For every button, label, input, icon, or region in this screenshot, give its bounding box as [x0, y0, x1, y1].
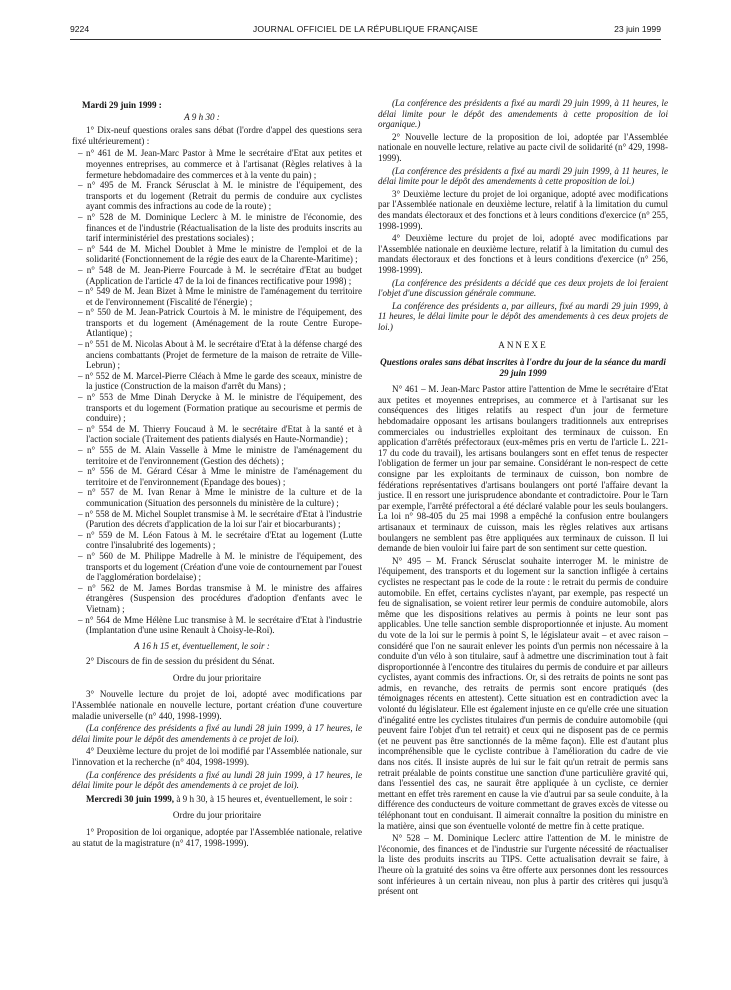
item-2: 2° Discours de fin de session du président du Sénat. — [86, 656, 275, 667]
wednesday-day: Mercredi 30 juin 1999, — [86, 793, 175, 804]
ordre-du-jour-heading: Ordre du jour prioritaire — [172, 672, 262, 683]
question-item: – n° 564 de Mme Hélène Luc transmise à M. le secrétaire d'Etat à l'industrie (Implantation d'une usine Renault à Choisy-le-Roi). — [78, 614, 362, 636]
time-heading-afternoon: A 16 h 15 et, éventuellement, le soir : — [134, 640, 270, 651]
question-item: – n° 495 de M. Franck Sérusclat à M. le ministre de l'équipement, des transports et du logement (Retrait du permis de conduire aux cyclistes ayant commis des infractions au code de la route) ; — [78, 180, 362, 212]
question-item: – n° 461 de M. Jean-Marc Pastor à Mme le secrétaire d'Etat aux petites et moyennes entreprises, au commerce et à l'artisanat (Règles relatives à la fermeture hebdomadaire des commerces et à la vente du pain) ; — [78, 148, 362, 180]
item-4-note: (La conférence des présidents a fixé au lundi 28 juin 1999, à 17 heures, le délai limite pour le dépôt des amendements à ce projet de loi). — [72, 769, 362, 791]
question-item: – n° 548 de M. Jean-Pierre Fourcade à M. le secrétaire d'Etat au budget (Application de l'article 47 de la loi de finances rectificative pour 1998) ; — [78, 264, 362, 286]
header-rule — [70, 39, 661, 40]
questions-title: Questions orales sans débat inscrites à l'ordre du jour de la séance du mardi 29 juin 1999 — [380, 357, 666, 378]
right-column — [378, 98, 668, 899]
wednesday-times: à 9 h 30, à 15 heures et, éventuellement, le soir : — [176, 793, 353, 804]
question-list — [72, 148, 362, 635]
time-heading-morning: A 9 h 30 : — [184, 111, 220, 122]
item-3: 3° Nouvelle lecture du projet de loi, adopté avec modifications par l'Assemblée nationale en nouvelle lecture, portant création d'une couverture maladie universelle (n° 440, 1998-1999). — [72, 689, 362, 721]
question-item: – n° 544 de M. Michel Doublet à Mme le ministre de l'emploi et de la solidarité (Fonctionnement de la régie des eaux de la Charente-Maritime) ; — [78, 243, 362, 265]
wednesday-heading — [72, 794, 362, 805]
question-item: – n° 553 de Mme Dinah Derycke à M. le ministre de l'équipement, des transports et du logement (Formation pratique au secourisme et permis de conduire) ; — [78, 392, 362, 424]
question-495: N° 495 – M. Franck Sérusclat souhaite interroger M. le ministre de l'équipement, des transports et du logement sur la sanction infligée à certains cyclistes ne respectant pas le code de la route : le retrait du permis de conduire automobile. En effet, certains cyclistes n'ayant, par exemple, pas respecté un feu de signalisation, se voient retirer leur permis de conduire automobile, alors même que les dispositions relatives au permis à points ne leur sont pas applicables. Une telle sanction semble disproportionnée et injuste. Au moment du vote de la loi sur le permis à point S, le législateur avait – et avec raison – considéré que l'on ne saurait enlever les points d'un permis non nécessaire à la conduite d'un vélo à son titulaire, sauf à admettre une discrimination tout à fait disproportionnée à l'encontre des titulaires du permis de conduire et par ailleurs cyclistes, ayant commis des infractions. Or, si des retraits de points ne sont pas admis, en revanche, des retraits de permis sont encore pratiqués (des témoignages récents en attestent). Cette situation est en contradiction avec la volonté du législateur. Elle est également injuste en ce qu'elle crée une situation d'inégalité entre les cyclistes titulaires d'un permis de conduire automobile (qui peuvent faire l'objet d'un tel retrait) et ceux qui ne disposent pas de ce permis (et ne peuvent pas être sanctionnés de la même façon). Elle est d'autant plus incompréhensible que le cycliste contribue à l'amélioration du cadre de vie dans nos cités. Il insiste auprès de lui sur le fait qu'un retrait de permis sans retrait préalable de points constitue une sanction d'une particulière gravité qui, dans l'essentiel des cas, ne saurait être appliquée à un cycliste, ce dernier mettant en effet très rarement en cause la vie d'autrui par sa seule conduite, à la différence des conducteurs de voiture commettant de graves excès de vitesse ou téléphonant tout en conduisant. Il aimerait connaître la position du ministre en la matière, ainsi que son éventuelle volonté de mettre fin à cette pratique. — [378, 555, 668, 831]
question-item: – n° 554 de M. Thierry Foucaud à M. le secrétaire d'Etat à la santé et à l'action sociale (Traitement des patients dialysés en Haute-Normandie) ; — [78, 423, 362, 445]
question-item: – n° 557 de M. Ivan Renar à Mme le ministre de la culture et de la communication (Situation des personnels du ministère de la culture) ; — [78, 487, 362, 508]
page-header — [70, 24, 661, 38]
note-4: La conférence des présidents a, par ailleurs, fixé au mardi 29 juin 1999, à 11 heures, le délai limite pour le dépôt des amendements à ces deux projets de loi.) — [378, 300, 668, 332]
question-item: – n° 552 de M. Marcel-Pierre Cléach à Mme le garde des sceaux, ministre de la justice (Construction de la maison d'arrêt du Mans) ; — [78, 370, 362, 392]
intro-paragraph: 1° Dix-neuf questions orales sans débat (l'ordre d'appel des questions sera fixé ultérieurement) : — [72, 125, 362, 146]
question-item: – n° 528 de M. Dominique Leclerc à M. le ministre de l'économie, des finances et de l'industrie (Réactualisation de la liste des produits inscrits au tarif interministériel des prestations sociales) ; — [78, 211, 362, 244]
question-item: – n° 549 de M. Jean Bizet à Mme le ministre de l'aménagement du territoire et de l'environnement (Fiscalité de l'énergie) ; — [78, 286, 362, 307]
question-528: N° 528 – M. Dominique Leclerc attire l'attention de M. le ministre de l'économie, des finances et de l'industrie sur l'urgente nécessité de réactualiser la liste des produits inscrits au TIPS. Cette actualisation devrait se faire, à l'heure où la gratuité des soins va être offerte aux personnes dont les ressources sont inférieures à un certain niveau, non plus à partir des critères qui jusqu'à présent ont — [378, 833, 668, 897]
question-item: – n° 562 de M. James Bordas transmise à M. le ministre des affaires étrangères (Suspension des procédures d'adoption d'enfants avec le Vietnam) ; — [78, 582, 362, 614]
annexe-heading: ANNEXE — [498, 340, 548, 351]
question-item: – n° 560 de M. Philippe Madrelle à M. le ministre de l'équipement, des transports et du logement (Création d'une voie de contournement par l'ouest de l'agglomération bordelaise) ; — [78, 550, 362, 583]
question-item: – n° 555 de M. Alain Vasselle à Mme le ministre de l'aménagement du territoire et de l'environnement (Gestion des déchets) ; — [78, 445, 362, 466]
wednesday-item-1: 1° Proposition de loi organique, adoptée par l'Assemblée nationale, relative au statut de la magistrature (n° 417, 1998-1999). — [72, 827, 362, 848]
ordre-du-jour-heading-2: Ordre du jour prioritaire — [172, 810, 262, 821]
day-heading: Mardi 29 juin 1999 : — [82, 100, 162, 110]
right-item-2: 2° Nouvelle lecture de la proposition de loi, adoptée par l'Assemblée nationale en nouvelle lecture, relative au pacte civil de solidarité (n° 429, 1998-1999). — [378, 131, 668, 163]
question-item: – n° 556 de M. Gérard César à Mme le ministre de l'aménagement du territoire et de l'environnement (Epandage des boues) ; — [78, 466, 362, 487]
question-item: – n° 550 de M. Jean-Patrick Courtois à M. le ministre de l'équipement, des transports et du logement (Aménagement de la route Centre Europe-Atlantique) ; — [78, 307, 362, 339]
question-item: – n° 558 de M. Michel Souplet transmise à M. le secrétaire d'Etat à l'industrie (Parution des décrets d'application de la loi sur l'air et biocarburants) ; — [78, 508, 362, 530]
right-item-3: 3° Deuxième lecture du projet de loi organique, adopté avec modifications par l'Assemblée nationale en deuxième lecture, relatif à la limitation du cumul des mandats électoraux et des fonctions et à leurs conditions d'exercice (n° 255, 1998-1999). — [378, 188, 668, 231]
note-2: (La conférence des présidents a fixé au mardi 29 juin 1999, à 11 heures, le délai limite pour le dépôt des amendements à cette proposition de loi.) — [378, 165, 668, 187]
item-3-note: (La conférence des présidents a fixé au lundi 28 juin 1999, à 17 heures, le délai limite pour le dépôt des amendements à ce projet de loi). — [72, 723, 362, 744]
page-number: 9224 — [70, 24, 90, 34]
note-1: (La conférence des présidents a fixé au mardi 29 juin 1999, à 11 heures, le délai limite pour le dépôt des amendements à cette proposition de loi organique.) — [378, 98, 668, 130]
journal-title: JOURNAL OFFICIEL DE LA RÉPUBLIQUE FRANÇAISE — [252, 24, 479, 34]
right-item-4: 4° Deuxième lecture du projet de loi, adopté avec modifications par l'Assemblée nationale en deuxième lecture, relatif à la limitation du cumul des mandats électoraux et des fonctions et à leurs conditions d'exercice (n° 256, 1998-1999). — [378, 233, 668, 275]
question-461: N° 461 – M. Jean-Marc Pastor attire l'attention de Mme le secrétaire d'Etat aux petites et moyennes entreprises, au commerce et à l'artisanat sur les conséquences des litiges relatifs au respect d'un jour de fermeture hebdomadaire opposant les artisans boulangers traditionnels aux entreprises commerciales ou industrielles exploitant des terminaux de cuisson. En application d'arrêtés préfectoraux (eux-mêmes pris en vertu de l'article L. 221-17 du code du travail), les artisans boulangers sont en effet tenus de respecter l'obligation de fermer un jour par semaine. Considérant le non-respect de cette consigne par les exploitants de terminaux de cuisson, bon nombre de fédérations représentatives d'artisans boulangers ont porté l'affaire devant la justice. Il en ressort une jurisprudence abondante et contradictoire. Pour le Tarn par exemple, l'arrêté préfectoral a été déclaré valable pour les seuls boulangers. La loi n° 98-405 du 25 mai 1998 a empêché la confusion entre boulangers artisanaux et terminaux de cuisson, mais les règles relatives aux artisans boulangers ne semblent pas être appliquées aux terminaux de cuisson. Il lui demande de bien vouloir lui faire part de son sentiment sur cette question. — [378, 384, 668, 554]
question-item: – n° 559 de M. Léon Fatous à M. le secrétaire d'Etat au logement (Lutte contre l'insalubrité des logements) ; — [78, 529, 362, 551]
item-4: 4° Deuxième lecture du projet de loi modifié par l'Assemblée nationale, sur l'innovation et la recherche (n° 404, 1998-1999). — [72, 746, 362, 768]
left-column — [72, 100, 362, 850]
issue-date: 23 juin 1999 — [614, 24, 661, 34]
question-item: – n° 551 de M. Nicolas About à M. le secrétaire d'Etat à la défense chargé des anciens combattants (Projet de fermeture de la maison de retraite de Ville-Lebrun) ; — [78, 339, 362, 371]
note-3: (La conférence des présidents a décidé que ces deux projets de loi feraient l'objet d'une discussion générale commune. — [378, 277, 668, 299]
